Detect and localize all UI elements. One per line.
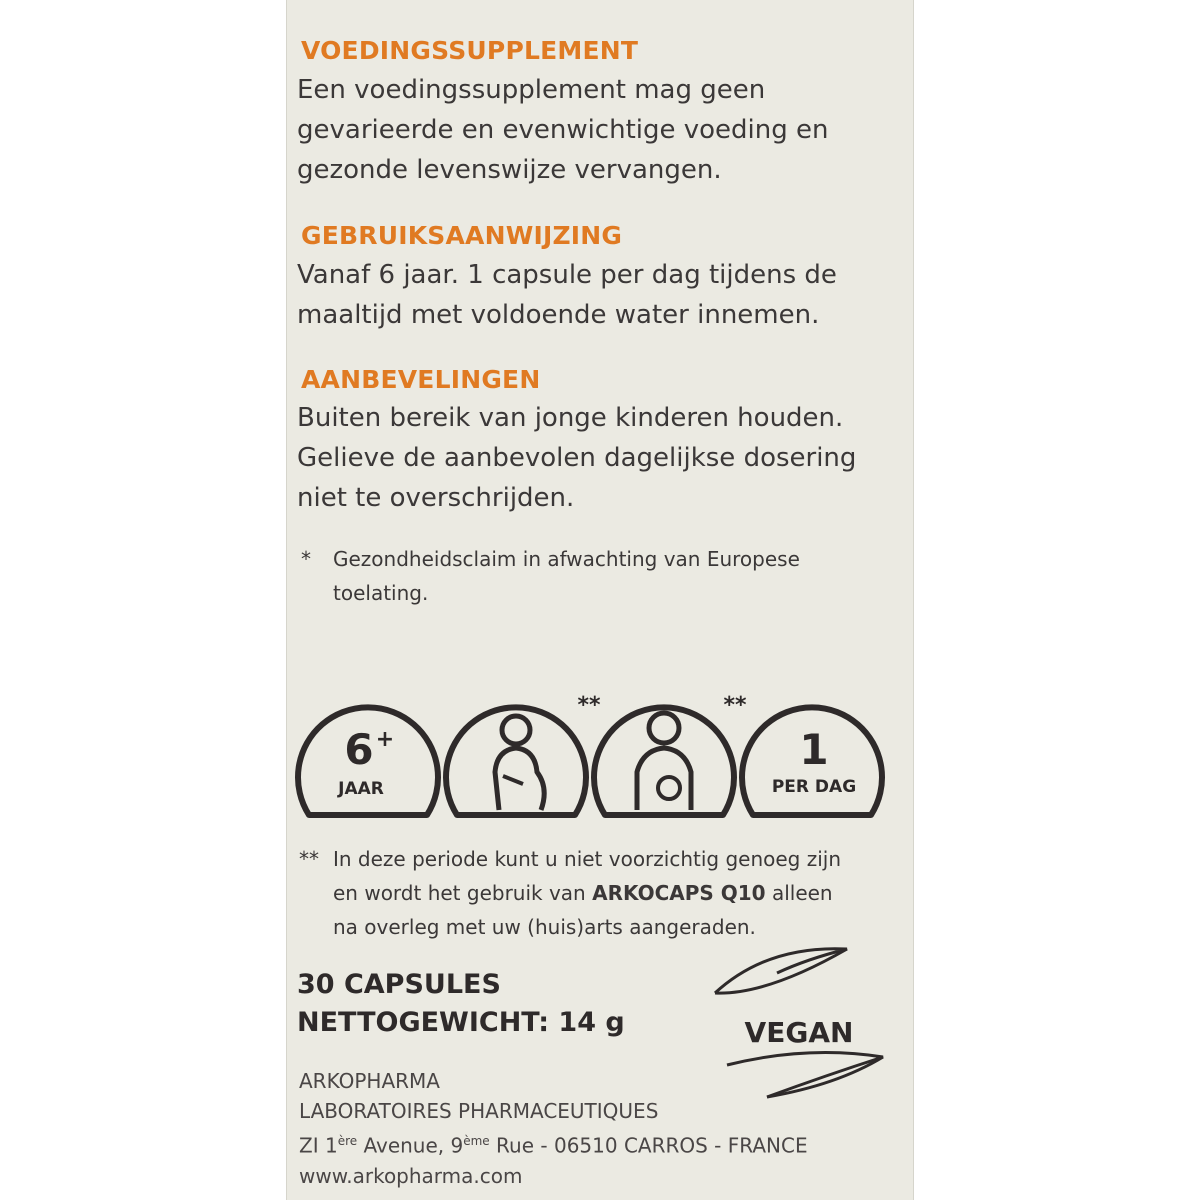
dose-number: 1 [799, 725, 829, 774]
age-plus: + [375, 727, 395, 752]
text-segment: Avenue, 9 [357, 1133, 464, 1158]
text-line: na overleg met uw (huis)arts aangeraden. [333, 915, 756, 939]
company-name: ARKOPHARMA [299, 1069, 440, 1093]
footnote-2-marker: ** [299, 847, 319, 871]
text-line: In deze periode kunt u niet voorzichtig genoeg zijn [333, 847, 842, 871]
text-line: Gelieve de aanbevolen dagelijkse dosering [297, 443, 857, 473]
manufacturer-address [299, 1066, 808, 1191]
footnote-1-marker: * [301, 547, 311, 571]
website-link: www.arkopharma.com [299, 1163, 523, 1188]
pregnant-footnote-mark: ** [577, 693, 601, 718]
text-line [333, 876, 841, 910]
footnote-2-text [333, 842, 841, 944]
breastfeeding-icon [594, 693, 747, 815]
pictogram-row [287, 680, 915, 830]
text-line: Buiten bereik van jonge kinderen houden. [297, 403, 844, 433]
street-address [299, 1126, 808, 1161]
age-label: JAAR [338, 779, 384, 799]
section-3-text [297, 398, 856, 518]
net-weight: NETTOGEWICHT: 14 g [297, 1007, 625, 1038]
superscript: ème [463, 1134, 490, 1148]
heading-voedingssupplement: VOEDINGSSUPPLEMENT [301, 36, 639, 65]
lab-name: LABORATOIRES PHARMACEUTIQUES [299, 1099, 659, 1123]
text-line: maaltijd met voldoende water innemen. [297, 300, 820, 330]
text-line: Een voedingssupplement mag geen [297, 75, 766, 105]
leaf-top-icon [715, 949, 847, 993]
label-panel [286, 0, 914, 1200]
section-1-text [297, 70, 829, 190]
text-segment: Rue - 06510 CARROS - FRANCE [489, 1133, 808, 1158]
heading-gebruiksaanwijzing: GEBRUIKSAANWIJZING [301, 221, 623, 250]
vegan-label: VEGAN [744, 1016, 854, 1049]
capsule-count: 30 CAPSULES [297, 969, 501, 1000]
age-number: 6 [344, 725, 374, 774]
text-line: Gezondheidsclaim in afwachting van Europese [333, 547, 800, 571]
text-line: niet te overschrijden. [297, 483, 575, 513]
text-line: gevarieerde en evenwichtige voeding en [297, 115, 829, 145]
text-line: Vanaf 6 jaar. 1 capsule per dag tijdens de [297, 260, 837, 290]
footnote-1-text [333, 542, 800, 610]
age-6-plus-icon [298, 707, 438, 815]
superscript: ère [337, 1134, 358, 1148]
dose-label: PER DAG [771, 777, 857, 797]
heading-aanbevelingen: AANBEVELINGEN [301, 365, 541, 394]
text-segment: en wordt het gebruik van [333, 881, 593, 905]
section-2-text [297, 255, 837, 335]
product-name: ARKOCAPS Q10 [592, 881, 766, 905]
text-segment: ZI 1 [299, 1133, 338, 1158]
breastfeeding-footnote-mark: ** [723, 693, 747, 718]
one-per-day-icon [742, 707, 882, 815]
text-segment: alleen [765, 881, 833, 905]
pack-info [297, 966, 625, 1042]
text-line: gezonde levenswijze vervangen. [297, 155, 722, 185]
text-line: toelating. [333, 581, 429, 605]
pregnant-woman-icon [446, 693, 601, 815]
